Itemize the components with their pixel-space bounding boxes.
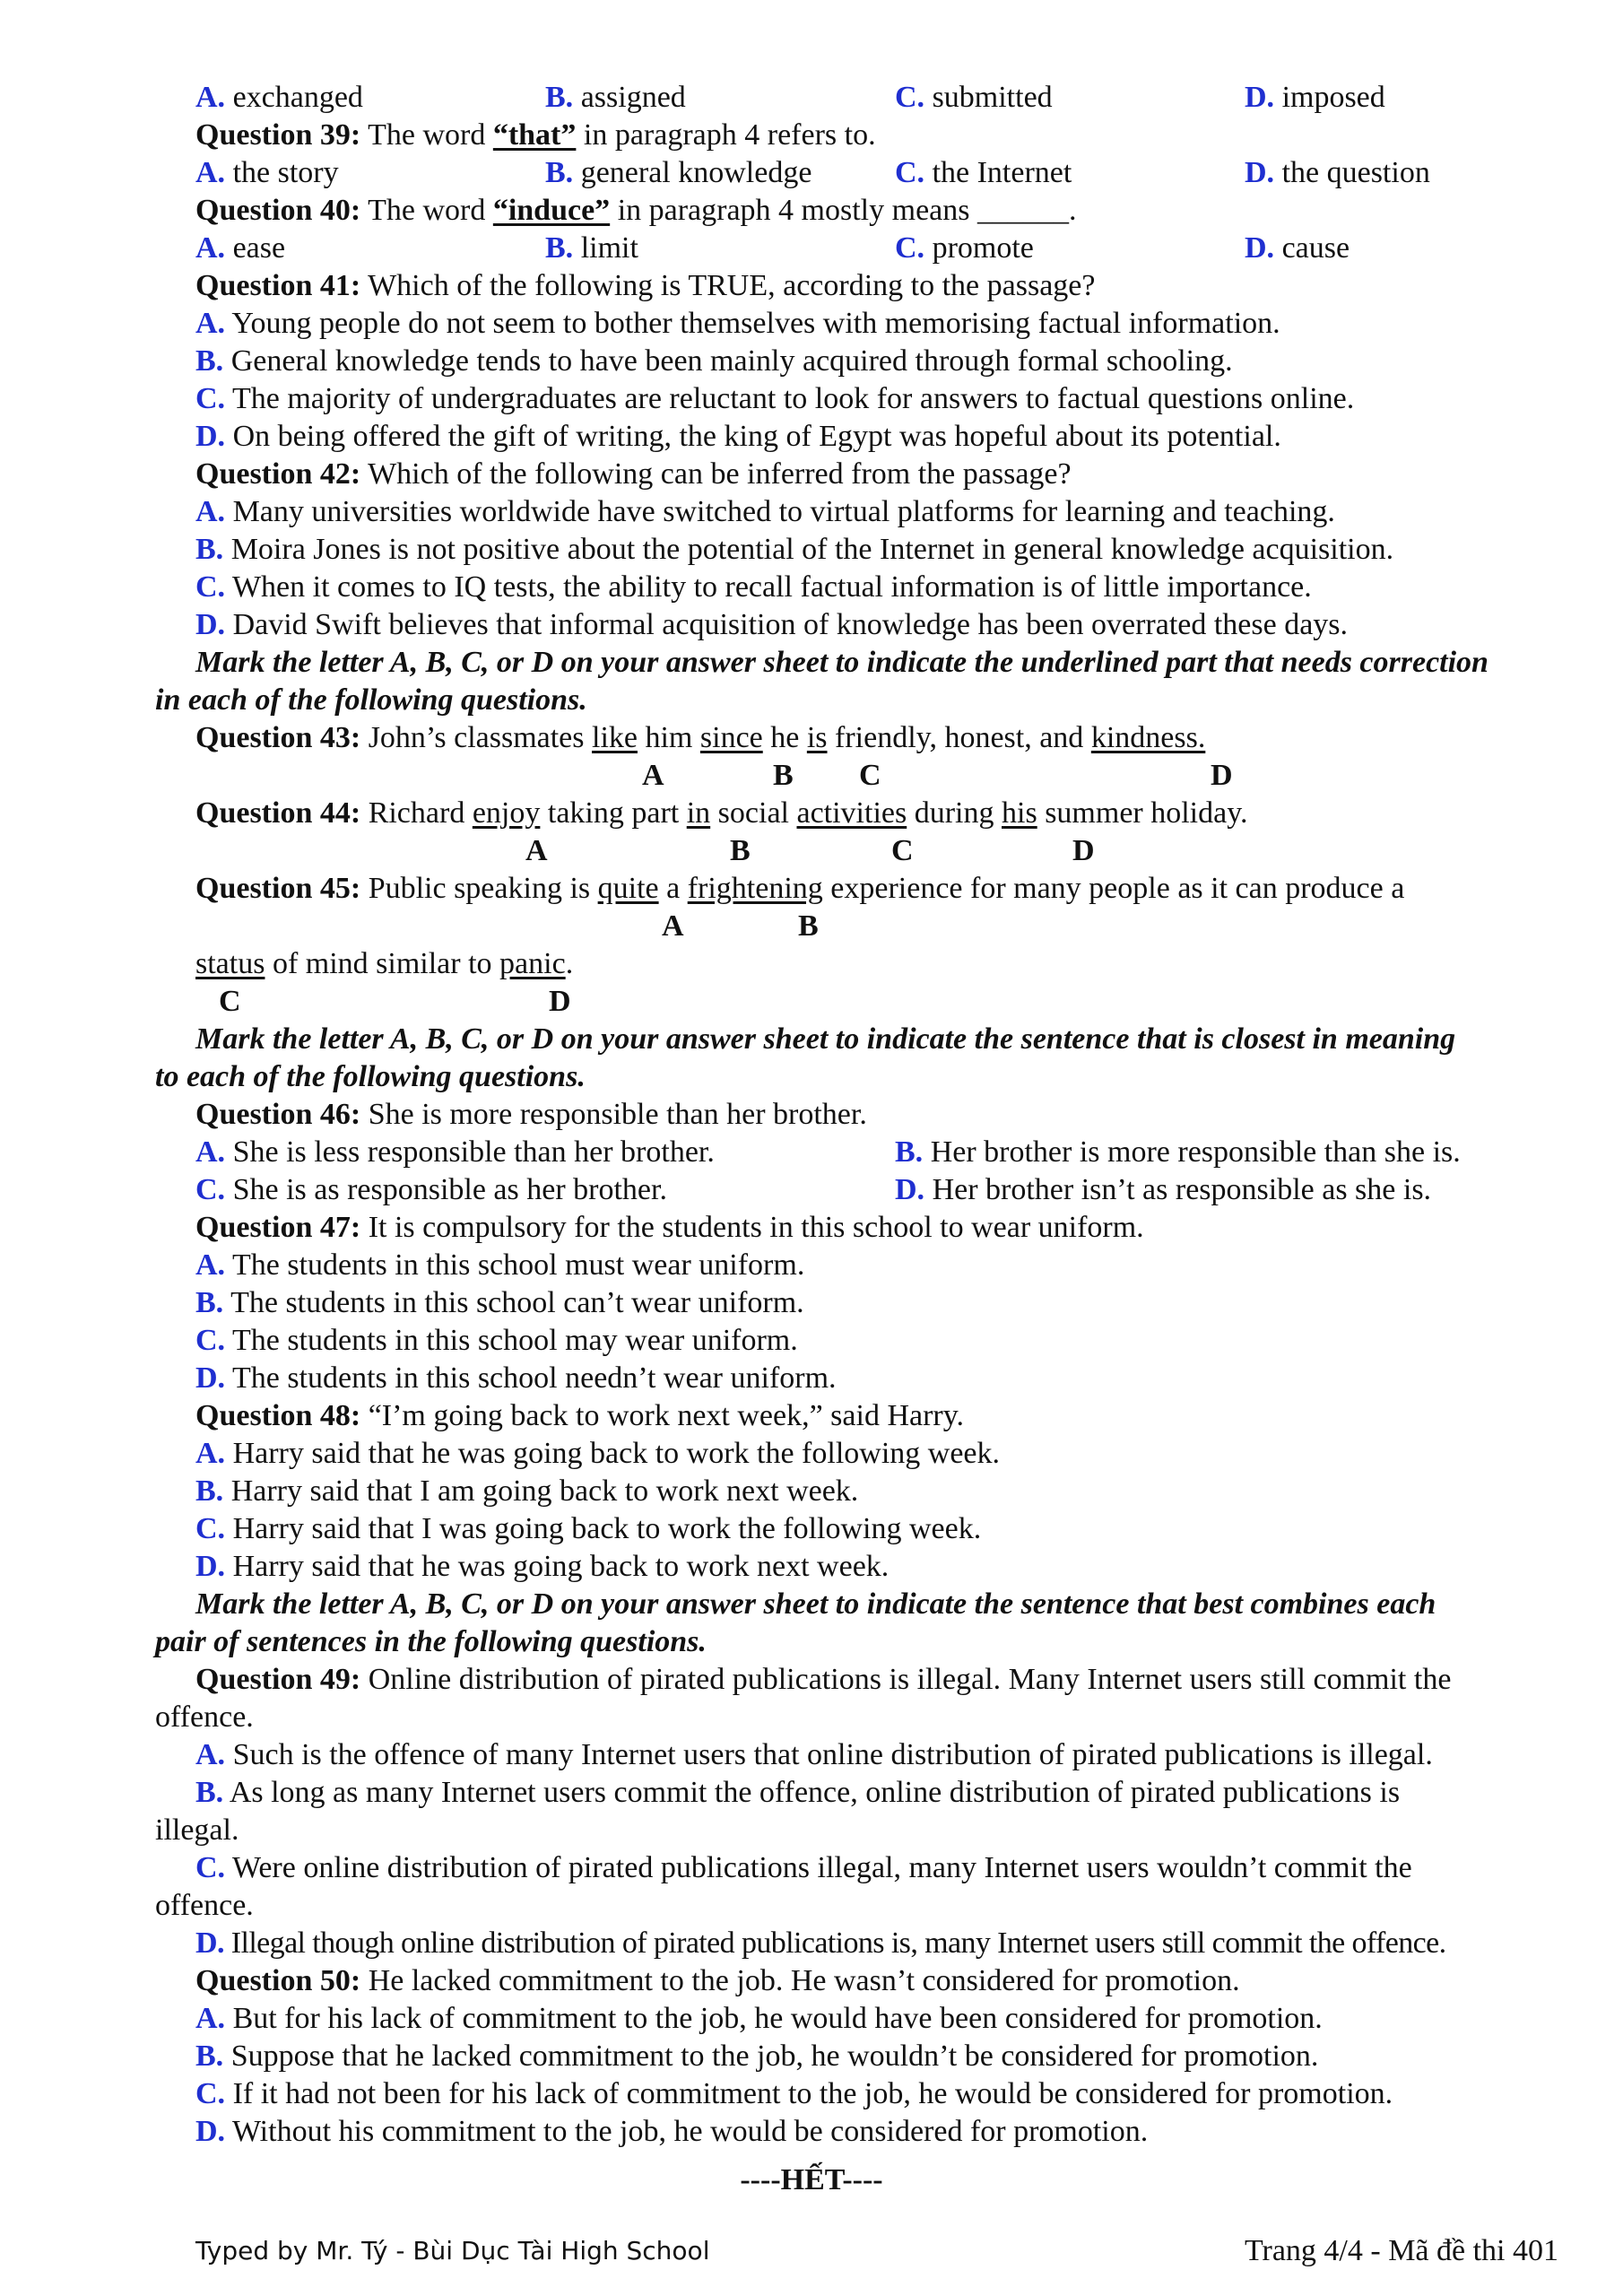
q39-letter-b: B. [545, 156, 574, 189]
q44-underline-c: activities [796, 796, 907, 830]
q50-option-c-row [0, 2075, 1623, 2113]
q44-text-2: taking part [540, 796, 687, 830]
q43-underline-d: kindness. [1090, 721, 1206, 754]
q48-option-b: Harry said that I am going back to work next week. [230, 1474, 859, 1508]
q40-letter-a: A. [195, 231, 226, 265]
q47-letter-d: D. [195, 1361, 226, 1395]
q45-text2-1: of mind similar to [265, 947, 500, 980]
q41-letter-b: B. [195, 344, 224, 378]
q48-option-b-row [0, 1473, 1623, 1510]
q40-label: Question 40: [195, 194, 361, 227]
q43-text-0: John’s classmates [368, 721, 592, 754]
q42-option-c-row [0, 569, 1623, 606]
q50-option-d: Without his commitment to the job, he would be considered for promotion. [231, 2115, 1149, 2148]
q50-option-c: If it had not been for his lack of commitment to the job, he would be considered for promotion. [232, 2077, 1393, 2110]
q45-underline-b: frightening [687, 872, 823, 905]
q45-underline-a: quite [597, 872, 659, 905]
q48-stem [0, 1397, 1623, 1435]
instruction-combine-text1: Mark the letter A, B, C, or D on your answer sheet to indicate the sentence that best combines each [195, 1587, 1436, 1621]
q39-label: Question 39: [195, 118, 361, 152]
q46-option-d: Her brother isn’t as responsible as she is. [932, 1173, 1432, 1206]
q42-text: Which of the following can be inferred from the passage? [368, 457, 1072, 491]
q42-option-c: When it comes to IQ tests, the ability to recall factual information is of little importance. [231, 570, 1312, 604]
q40-pre: The word [368, 194, 493, 227]
q39-stem [0, 117, 1623, 154]
q39-letter-a: A. [195, 156, 226, 189]
q44-mark-c: C [891, 834, 914, 867]
q49-option-c-row [0, 1849, 1623, 1887]
q49-text-a: Online distribution of pirated publications is illegal. Many Internet users still commit the [368, 1663, 1452, 1696]
instruction-closest-line2 [0, 1058, 1623, 1096]
instruction-combine-line2 [0, 1623, 1623, 1661]
q39-options [0, 154, 1623, 192]
q39-option-c: the Internet [932, 156, 1072, 189]
q41-text: Which of the following is TRUE, according to the passage? [368, 269, 1096, 302]
q47-letter-a: A. [195, 1248, 226, 1282]
q44-text-6: during [907, 796, 1002, 830]
q41-option-d: On being offered the gift of writing, the king of Egypt was hopeful about its potential. [232, 420, 1281, 453]
q49-option-d-row [0, 1925, 1623, 1962]
q48-option-a: Harry said that he was going back to work the following week. [232, 1437, 1001, 1470]
q47-letter-b: B. [195, 1286, 224, 1319]
q49-option-a-row [0, 1736, 1623, 1774]
q47-option-a: The students in this school must wear uniform. [231, 1248, 805, 1282]
q49-option-b: As long as many Internet users commit the offence, online distribution of pirated publications is [229, 1776, 1401, 1809]
q40-keyword: “induce” [492, 194, 611, 227]
q48-label: Question 48: [195, 1399, 361, 1432]
q48-option-c: Harry said that I was going back to work the following week. [232, 1512, 982, 1545]
q44-text-8: summer holiday. [1037, 796, 1248, 830]
q50-option-a-row [0, 2000, 1623, 2038]
q42-letter-a: A. [195, 495, 226, 528]
q40-stem [0, 192, 1623, 230]
q50-letter-a: A. [195, 2002, 226, 2035]
q43-label: Question 43: [195, 721, 361, 754]
q45-mark-c: C [219, 985, 241, 1018]
q46-options-ab [0, 1134, 1623, 1171]
q49-letter-d: D. [195, 1926, 224, 1960]
q38-letter-b: B. [545, 81, 574, 114]
q45-text2-3: . [565, 947, 574, 980]
q39-pre: The word [368, 118, 493, 152]
q49-option-c-tail: offence. [155, 1889, 254, 1922]
q44-text-4: social [710, 796, 797, 830]
q47-option-d-row [0, 1360, 1623, 1397]
q49-stem-cont [0, 1699, 1623, 1736]
q41-letter-d: D. [195, 420, 226, 453]
q46-letter-b: B. [895, 1135, 924, 1169]
footer-page-info: Trang 4/4 - Mã đề thi 401 [1244, 2234, 1558, 2267]
q46-stem [0, 1096, 1623, 1134]
q49-text-b: offence. [155, 1700, 254, 1734]
instruction-correction-line2 [0, 682, 1623, 719]
q50-label: Question 50: [195, 1964, 361, 1997]
q42-option-d-row [0, 606, 1623, 644]
q45-mark-b: B [798, 909, 819, 943]
q44-stem [0, 795, 1623, 832]
end-mark: ----HẾT---- [740, 2163, 883, 2196]
q42-stem [0, 456, 1623, 493]
q45-mark-a: A [662, 909, 684, 943]
q49-letter-b: B. [195, 1776, 224, 1809]
q48-option-a-row [0, 1435, 1623, 1473]
q41-option-c: The majority of undergraduates are reluctant to look for answers to factual questions online. [231, 382, 1355, 415]
q45-stem-cont [0, 945, 1623, 983]
q43-mark-d: D [1211, 759, 1233, 792]
q39-option-d: the question [1281, 156, 1430, 189]
q50-option-b: Suppose that he lacked commitment to the job, he wouldn’t be considered for promotion. [230, 2039, 1319, 2073]
q50-option-b-row [0, 2038, 1623, 2075]
q42-option-b-row [0, 531, 1623, 569]
q43-mark-a: A [642, 759, 664, 792]
q40-option-b: limit [580, 231, 638, 265]
instruction-closest-text1: Mark the letter A, B, C, or D on your answer sheet to indicate the sentence that is closest in meaning [195, 1022, 1456, 1056]
q46-label: Question 46: [195, 1098, 361, 1131]
q48-letter-a: A. [195, 1437, 226, 1470]
q40-post: in paragraph 4 mostly means ______. [610, 194, 1077, 227]
q49-letter-c: C. [195, 1851, 226, 1884]
q41-option-d-row [0, 418, 1623, 456]
q49-letter-a: A. [195, 1738, 226, 1771]
instruction-correction-line1 [0, 644, 1623, 682]
q48-letter-d: D. [195, 1550, 226, 1583]
instruction-combine-text2: pair of sentences in the following questions. [155, 1625, 707, 1658]
q42-option-a-row [0, 493, 1623, 531]
q38-option-d: imposed [1281, 81, 1385, 114]
q48-letter-b: B. [195, 1474, 224, 1508]
q45-stem [0, 870, 1623, 908]
q43-text-4: he [762, 721, 807, 754]
q40-options [0, 230, 1623, 267]
q41-letter-a: A. [195, 307, 226, 340]
q38-option-c: submitted [932, 81, 1053, 114]
q46-option-c: She is as responsible as her brother. [232, 1173, 667, 1206]
q47-letter-c: C. [195, 1324, 226, 1357]
q49-option-c-cont [0, 1887, 1623, 1925]
q39-letter-d: D. [1245, 156, 1275, 189]
q41-label: Question 41: [195, 269, 361, 302]
q50-option-a: But for his lack of commitment to the job, he would have been considered for promotion. [232, 2002, 1323, 2035]
q40-letter-c: C. [895, 231, 925, 265]
q49-option-d: Illegal though online distribution of pirated publications is, many Internet users still commit the offence. [230, 1926, 1446, 1960]
q46-text: She is more responsible than her brother. [368, 1098, 867, 1131]
q49-stem [0, 1661, 1623, 1699]
q41-option-b-row [0, 343, 1623, 380]
q44-underline-b: in [686, 796, 711, 830]
q38-letter-a: A. [195, 81, 226, 114]
q49-option-c: Were online distribution of pirated publications illegal, many Internet users wouldn’t commit the [231, 1851, 1412, 1884]
q40-option-d: cause [1281, 231, 1350, 265]
q45-label: Question 45: [195, 872, 361, 905]
q48-letter-c: C. [195, 1512, 226, 1545]
q47-option-b-row [0, 1284, 1623, 1322]
q39-option-b: general knowledge [580, 156, 812, 189]
q49-option-a: Such is the offence of many Internet users that online distribution of pirated publications is illegal. [232, 1738, 1433, 1771]
instruction-combine-line1 [0, 1586, 1623, 1623]
q50-text: He lacked commitment to the job. He wasn’t considered for promotion. [368, 1964, 1240, 1997]
footer-credit: Typed by Mr. Tý - Bùi Dục Tài High School [195, 2236, 710, 2266]
q41-option-c-row [0, 380, 1623, 418]
q43-text-6: friendly, honest, and [827, 721, 1091, 754]
q43-mark-b: B [773, 759, 794, 792]
q44-label: Question 44: [195, 796, 361, 830]
q50-letter-b: B. [195, 2039, 224, 2073]
q43-marks [0, 757, 1623, 795]
q39-option-a: the story [232, 156, 339, 189]
q50-option-d-row [0, 2113, 1623, 2151]
q38-letter-d: D. [1245, 81, 1275, 114]
q44-underline-a: enjoy [472, 796, 541, 830]
q46-option-b: Her brother is more responsible than she is. [930, 1135, 1461, 1169]
q41-option-a-row [0, 305, 1623, 343]
q42-label: Question 42: [195, 457, 361, 491]
q46-options-cd [0, 1171, 1623, 1209]
q45-text-4: experience for many people as it can produce a [822, 872, 1405, 905]
q42-letter-b: B. [195, 533, 224, 566]
q44-underline-d: his [1002, 796, 1037, 830]
q41-option-a: Young people do not seem to bother themselves with memorising factual information. [231, 307, 1280, 340]
q50-stem [0, 1962, 1623, 2000]
q38-option-b: assigned [580, 81, 686, 114]
instruction-correction-text2: in each of the following questions. [155, 683, 587, 717]
q39-letter-c: C. [895, 156, 925, 189]
q46-option-a: She is less responsible than her brother. [232, 1135, 715, 1169]
q48-option-d-row [0, 1548, 1623, 1586]
q43-underline-a: like [592, 721, 638, 754]
q44-text-0: Richard [368, 796, 473, 830]
q46-letter-c: C. [195, 1173, 226, 1206]
q42-option-a: Many universities worldwide have switched to virtual platforms for learning and teaching. [232, 495, 1335, 528]
q42-option-d: David Swift believes that informal acquisition of knowledge has been overrated these days. [232, 608, 1349, 641]
q47-text: It is compulsory for the students in this school to wear uniform. [368, 1211, 1144, 1244]
instruction-correction-text1: Mark the letter A, B, C, or D on your answer sheet to indicate the underlined part that needs correction [195, 646, 1488, 679]
q41-option-b: General knowledge tends to have been mainly acquired through formal schooling. [230, 344, 1233, 378]
q40-letter-b: B. [545, 231, 574, 265]
q45-marks-ab [0, 908, 1623, 945]
q45-text-0: Public speaking is [368, 872, 598, 905]
q49-option-b-row [0, 1774, 1623, 1812]
q46-letter-d: D. [895, 1173, 925, 1206]
q45-marks-cd [0, 983, 1623, 1021]
q45-text-2: a [658, 872, 688, 905]
q40-option-a: ease [232, 231, 286, 265]
q47-option-a-row [0, 1247, 1623, 1284]
q43-underline-c: is [806, 721, 828, 754]
q45-underline-d: panic [499, 947, 566, 980]
q42-letter-c: C. [195, 570, 226, 604]
q44-marks [0, 832, 1623, 870]
q44-mark-a: A [525, 834, 548, 867]
q45-underline-c: status [195, 947, 265, 980]
q45-mark-d: D [549, 985, 571, 1018]
q38-option-a: exchanged [232, 81, 363, 114]
q47-stem [0, 1209, 1623, 1247]
q39-post: in paragraph 4 refers to. [576, 118, 876, 152]
q39-keyword: “that” [492, 118, 577, 152]
q47-option-d: The students in this school needn’t wear uniform. [231, 1361, 837, 1395]
q38-letter-c: C. [895, 81, 925, 114]
q41-letter-c: C. [195, 382, 226, 415]
q43-text-2: him [637, 721, 700, 754]
q47-option-c-row [0, 1322, 1623, 1360]
q42-option-b: Moira Jones is not positive about the potential of the Internet in general knowledge acquisition. [230, 533, 1394, 566]
q38-options [0, 79, 1623, 117]
q48-text: “I’m going back to work next week,” said Harry. [368, 1399, 965, 1432]
q44-mark-b: B [730, 834, 751, 867]
q44-mark-d: D [1072, 834, 1095, 867]
q41-stem [0, 267, 1623, 305]
q43-underline-b: since [699, 721, 763, 754]
q50-letter-c: C. [195, 2077, 226, 2110]
q46-letter-a: A. [195, 1135, 226, 1169]
instruction-closest-text2: to each of the following questions. [155, 1060, 586, 1093]
q42-letter-d: D. [195, 608, 226, 641]
q40-letter-d: D. [1245, 231, 1275, 265]
q40-option-c: promote [932, 231, 1034, 265]
instruction-closest-line1 [0, 1021, 1623, 1058]
q47-label: Question 47: [195, 1211, 361, 1244]
q49-label: Question 49: [195, 1663, 361, 1696]
q47-option-b: The students in this school can’t wear uniform. [230, 1286, 804, 1319]
q50-letter-d: D. [195, 2115, 226, 2148]
q48-option-d: Harry said that he was going back to work next week. [232, 1550, 890, 1583]
q49-option-b-tail: illegal. [155, 1813, 239, 1847]
q43-mark-c: C [859, 759, 881, 792]
q47-option-c: The students in this school may wear uniform. [231, 1324, 798, 1357]
q43-stem [0, 719, 1623, 757]
q49-option-b-cont [0, 1812, 1623, 1849]
q48-option-c-row [0, 1510, 1623, 1548]
